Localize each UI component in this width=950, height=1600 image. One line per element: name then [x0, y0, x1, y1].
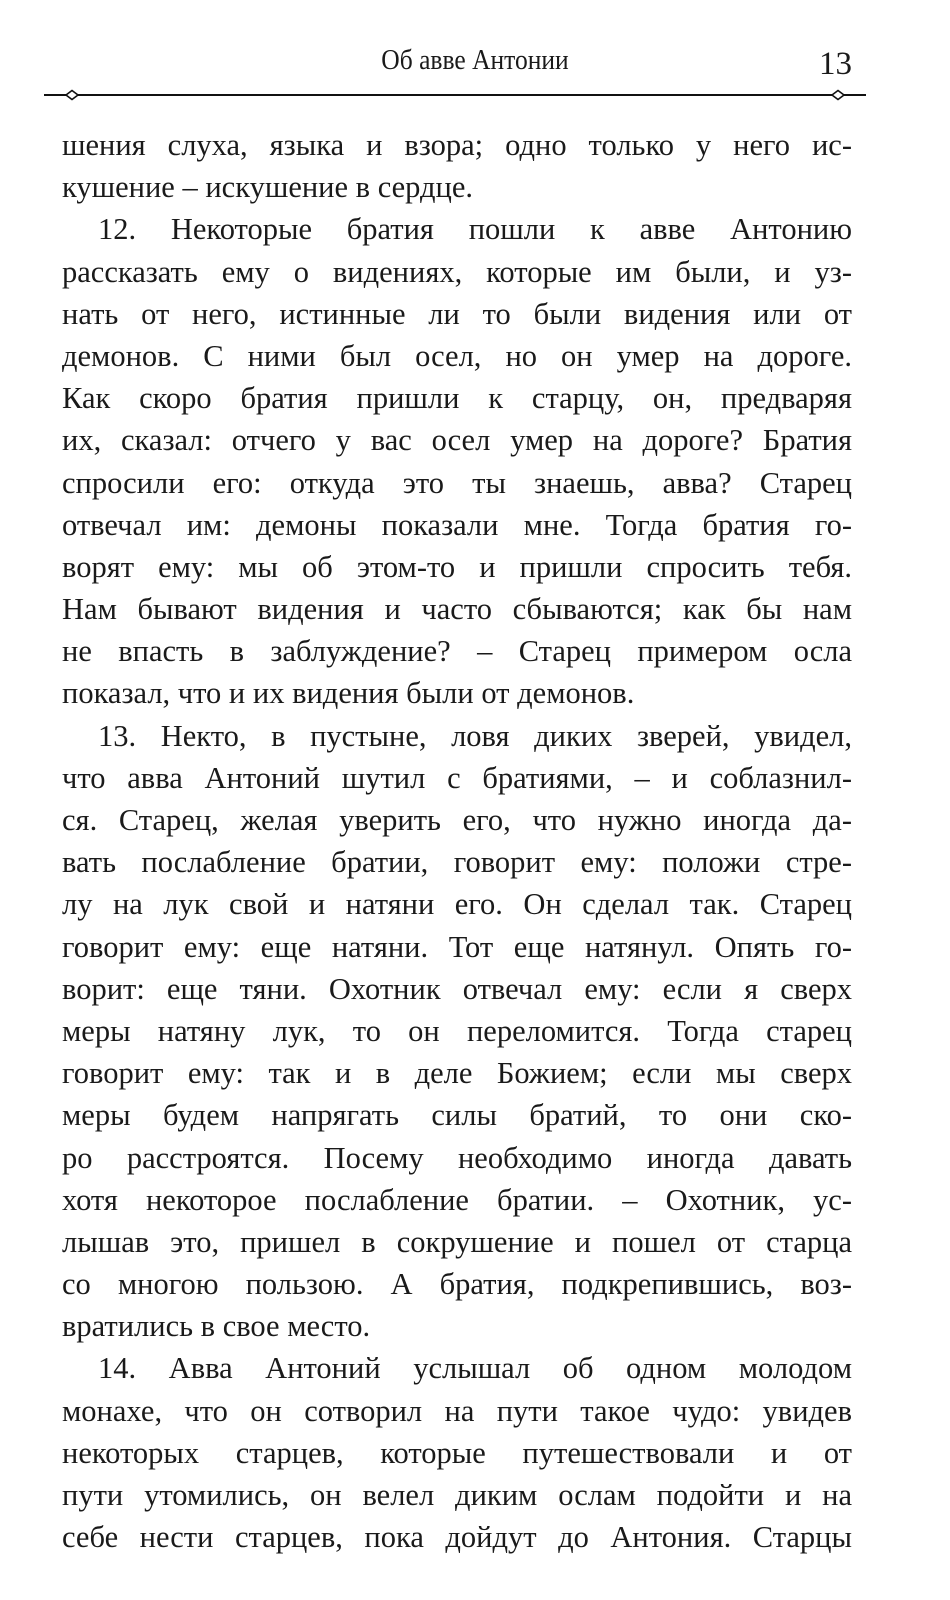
text-line: со многою пользою. А братия, подкрепившись, воз- [62, 1267, 852, 1302]
running-header-title: Об авве Антонии [381, 44, 569, 76]
text-line: Как скоро братия пришли к старцу, он, предваряя [62, 381, 852, 416]
text-line: демонов. С ними был осел, но он умер на дороге. [62, 338, 852, 373]
text-line: что авва Антоний шутил с братиями, – и соблазнил- [62, 760, 852, 795]
text-line: лышав это, пришел в сокрушение и пошел от старца [62, 1224, 852, 1259]
text-line: хотя некоторое послабление братии. – Охотник, ус- [62, 1182, 852, 1217]
text-line: ся. Старец, желая уверить его, что нужно иногда да- [62, 803, 852, 837]
page-number: 13 [819, 46, 852, 82]
text-line: лу на лук свой и натяни его. Он сделал так. Старец [62, 887, 852, 922]
text-line: монахе, что он сотворил на пути такое чудо: увидев [62, 1393, 852, 1428]
paragraph-first-line: 14. Авва Антоний услышал об одном молодом [98, 1351, 852, 1386]
body-text [62, 124, 852, 1558]
paragraph-first-line: 13. Некто, в пустыне, ловя диких зверей, увидел, [98, 718, 852, 753]
text-line: их, сказал: отчего у вас осел умер на дороге? Братия [62, 423, 852, 458]
text-line: ворит: еще тяни. Охотник отвечал ему: если я сверх [62, 971, 852, 1006]
text-line: себе нести старцев, пока дойдут до Антония. Старцы [62, 1520, 852, 1555]
text-line: кушение – искушение в сердце. [62, 170, 473, 205]
text-line: шения слуха, языка и взора; одно только у него ис- [62, 128, 852, 162]
text-line: пути утомились, он велел диким ослам подойти и на [62, 1478, 852, 1512]
text-line: вратились в свое место. [62, 1309, 371, 1344]
text-line: рассказать ему о видениях, которые им были, и уз- [62, 254, 852, 289]
paragraph-first-line: 12. Некоторые братия пошли к авве Антонию [98, 212, 852, 247]
text-line: вать послабление братии, говорит ему: положи стре- [62, 845, 852, 880]
text-line: нать от него, истинные ли то были видения или от [62, 296, 852, 331]
text-line: меры будем напрягать силы братий, то они ско- [62, 1098, 852, 1133]
text-line: Нам бывают видения и часто сбываются; как бы нам [62, 592, 852, 627]
text-line: отвечал им: демоны показали мне. Тогда братия го- [62, 507, 852, 542]
text-line: меры натяну лук, то он переломится. Тогда старец [62, 1013, 852, 1048]
text-line: ворят ему: мы об этом-то и пришли спросить тебя. [62, 549, 852, 584]
text-line: некоторых старцев, которые путешествовали и от [62, 1435, 852, 1470]
text-line: говорит ему: так и в деле Божием; если мы сверх [62, 1056, 852, 1091]
text-line: спросили его: откуда это ты знаешь, авва? Старец [62, 465, 852, 500]
text-line: говорит ему: еще натяни. Тот еще натянул. Опять го- [62, 929, 852, 964]
text-line: показал, что и их видения были от демонов. [62, 676, 635, 711]
text-line: не впасть в заблуждение? – Старец примером осла [62, 634, 852, 669]
header-ornamental-rule [44, 89, 866, 101]
text-line: ро расстроятся. Посему необходимо иногда давать [62, 1140, 852, 1175]
